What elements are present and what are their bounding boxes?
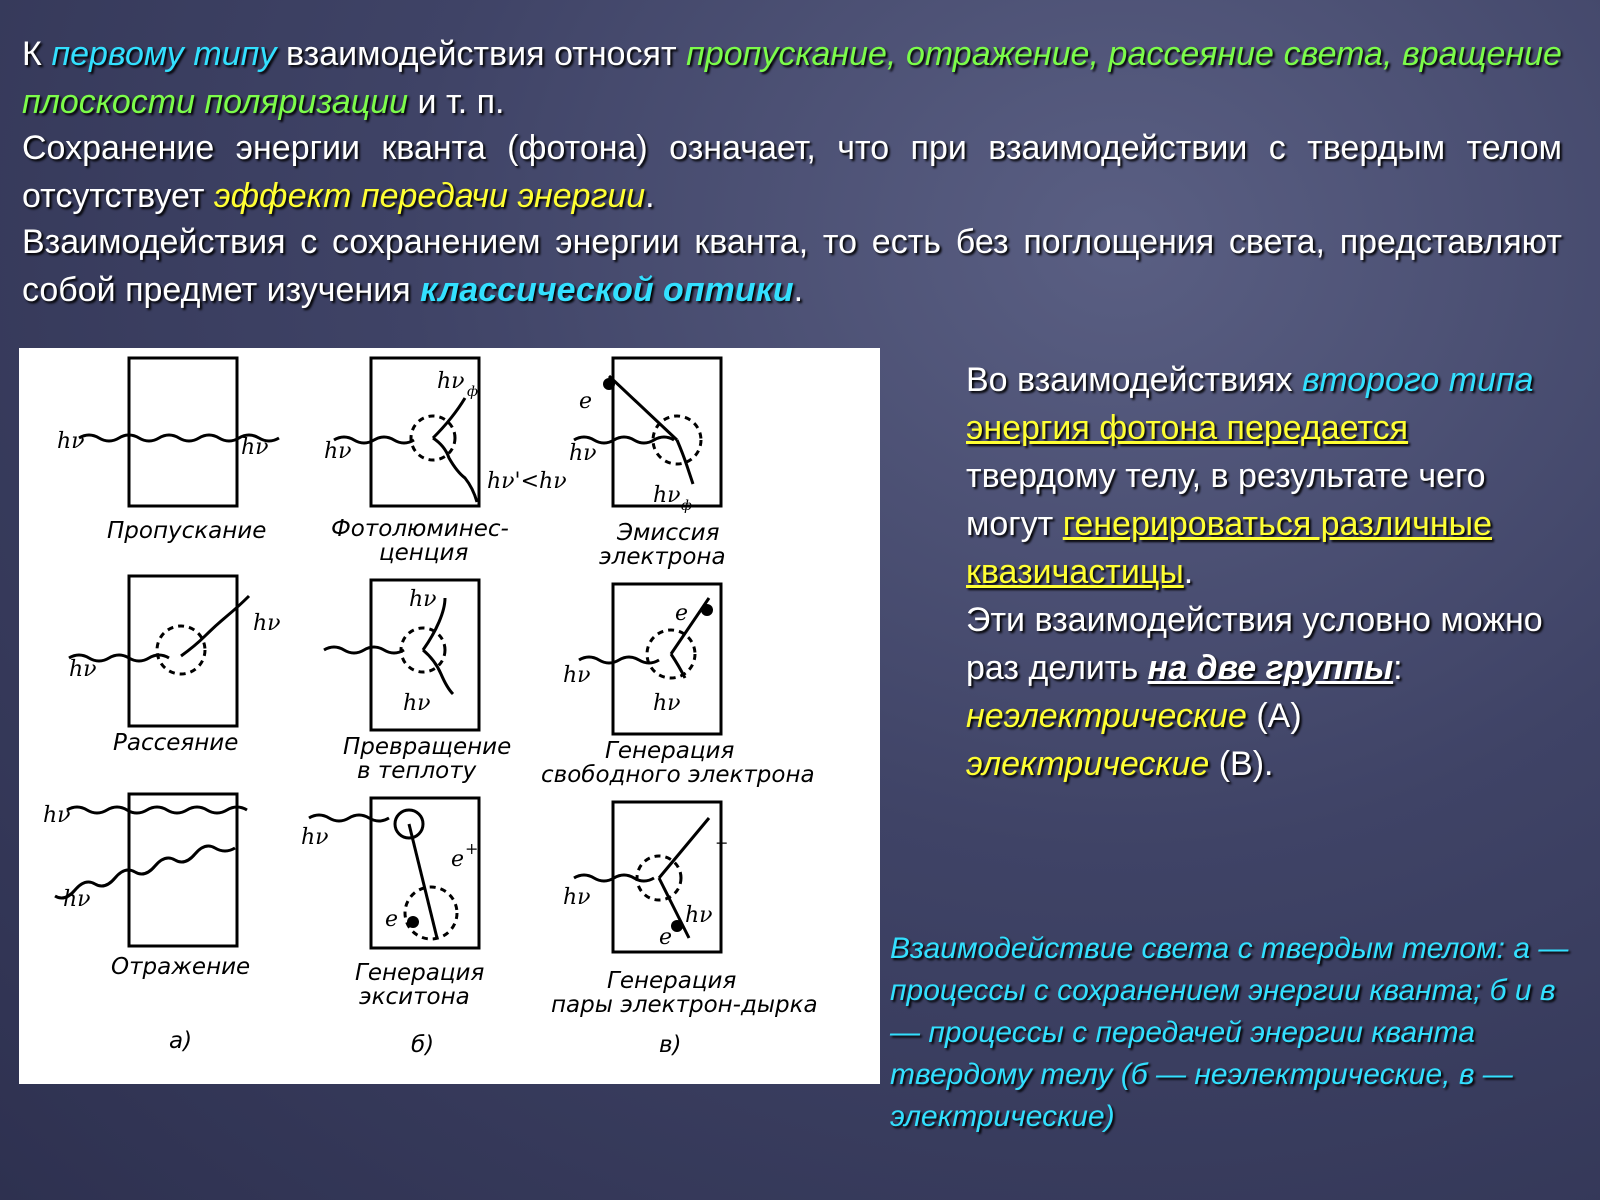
photon-path [433, 438, 477, 502]
photon-path [671, 654, 685, 678]
term-energy-transferred: энергия фотона передается [966, 409, 1409, 447]
term-two-groups: на две группы [1147, 649, 1394, 687]
caption-scattering: Рассеяние [113, 730, 239, 756]
caption-free-electron-2: свободного электрона [541, 762, 815, 788]
paragraph-classical-optics [22, 218, 1562, 314]
ph-subscript: ф [681, 498, 692, 514]
hv-label: hν [241, 435, 269, 460]
text: Эти взаимодействия условно можно раз делить [966, 601, 1543, 687]
caption-pair-2: пары электрон-дырка [551, 992, 818, 1018]
term-nonelectric: неэлектрические [966, 697, 1247, 735]
electron-dot [671, 920, 683, 932]
text: (В). [1209, 745, 1274, 783]
diagram-svg [19, 348, 880, 1084]
caption-transmission: Пропускание [107, 518, 267, 544]
caption-free-electron-1: Генерация [605, 738, 735, 764]
photon-path [181, 596, 249, 656]
hv-label: hν [69, 657, 97, 682]
photon-path [433, 398, 465, 438]
text: К [22, 35, 52, 73]
electron-dot [603, 378, 615, 390]
paragraph-first-type [22, 30, 1562, 126]
hv-ph-label: hν [437, 369, 465, 394]
column-label-b: б) [411, 1032, 435, 1058]
figure-caption: Взаимодействие света с твердым телом: а — процессы с сохранением энергии кванта; б и в — процессы с передачей энергии кванта твердому телу (б — неэлектрические, в — электрические) [890, 932, 1569, 1133]
caption-heat-1: Превращение [343, 734, 512, 760]
hv-label: hν [253, 611, 281, 636]
term-quasiparticles: генерироваться различные квазичастицы [966, 505, 1492, 591]
term-classical-optics: классической оптики [420, 271, 794, 309]
photon-path [309, 815, 389, 821]
term-energy-transfer: эффект передачи энергии [213, 177, 646, 215]
photon-path [423, 650, 453, 694]
hv-label: hν [563, 663, 591, 688]
column-label-c: в) [659, 1032, 682, 1058]
hv-ph-label: hν [653, 691, 681, 716]
text: (А) [1246, 697, 1302, 735]
text: и т. п. [408, 83, 505, 121]
text: Во взаимодействиях [966, 361, 1302, 399]
hv-ph-label: hν [403, 691, 431, 716]
interaction-diagram [19, 348, 880, 1084]
caption-pair-1: Генерация [607, 968, 737, 994]
hv-label: hν [569, 441, 597, 466]
e-label: e [451, 847, 465, 872]
interaction-circle [157, 626, 205, 674]
text: . [1183, 553, 1194, 591]
term-processes: пропускание, отражение, рассеяние света, вращение плоскости поляризации [22, 35, 1562, 121]
e-label: e [659, 925, 673, 950]
term-electric: электрические [966, 745, 1210, 783]
hv-prime-label: hν'<hν [487, 469, 567, 494]
caption-emission-2: электрона [599, 544, 726, 570]
electron-dot [407, 916, 419, 928]
e-label: e [385, 907, 399, 932]
caption-exciton-1: Генерация [355, 960, 485, 986]
plus-sign: + [465, 839, 479, 858]
plus-sign: + [715, 833, 729, 852]
text: Взаимодействия с сохранением энергии кванта, то есть без поглощения света, представляют собой предмет изучения [22, 223, 1562, 309]
photon-path [324, 647, 404, 653]
electron-track [609, 376, 677, 440]
caption-exciton-2: экситона [359, 984, 470, 1010]
hv-label: hν [301, 825, 329, 850]
e-label: e [675, 601, 689, 626]
electron-dot [701, 604, 713, 616]
slab-box [129, 576, 237, 726]
term-second-type: второго типа [1301, 361, 1534, 399]
paragraph-energy-conservation [22, 124, 1562, 220]
text: . [645, 177, 655, 215]
text: . [793, 271, 804, 309]
caption-reflection: Отражение [111, 954, 251, 980]
hv-ph-label: hν [685, 903, 713, 928]
caption-photoluminescence-1: Фотолюминес- [331, 516, 509, 542]
caption-heat-2: в теплоту [357, 758, 477, 784]
ph-subscript: ф [467, 384, 478, 400]
slab-box [129, 358, 237, 506]
caption-photoluminescence-2: ценция [379, 540, 469, 566]
hv-ph-label: hν [409, 587, 437, 612]
hv-ph-label: hν [653, 483, 681, 508]
text: Сохранение энергии кванта (фотона) означает, что при взаимодействии с твердым телом отсутствует [22, 129, 1562, 215]
hole-track [659, 818, 709, 878]
hv-label: hν [324, 439, 352, 464]
hv-label: hν [563, 885, 591, 910]
second-type-text [966, 356, 1566, 788]
photon-path [677, 440, 693, 484]
term-first-type: первому типу [51, 35, 277, 73]
e-label: e [579, 389, 593, 414]
text: : [1393, 649, 1403, 687]
photon-path [67, 807, 247, 813]
hv-label: hν [57, 429, 85, 454]
hv-label: hν [43, 803, 71, 828]
column-label-a: а) [169, 1028, 193, 1054]
text: взаимодействия относят [276, 35, 687, 73]
text: твердому телу, в результате чего могут [966, 457, 1486, 543]
slab-box [129, 794, 237, 946]
hv-label: hν [63, 887, 91, 912]
caption-emission-1: Эмиссия [617, 520, 720, 546]
